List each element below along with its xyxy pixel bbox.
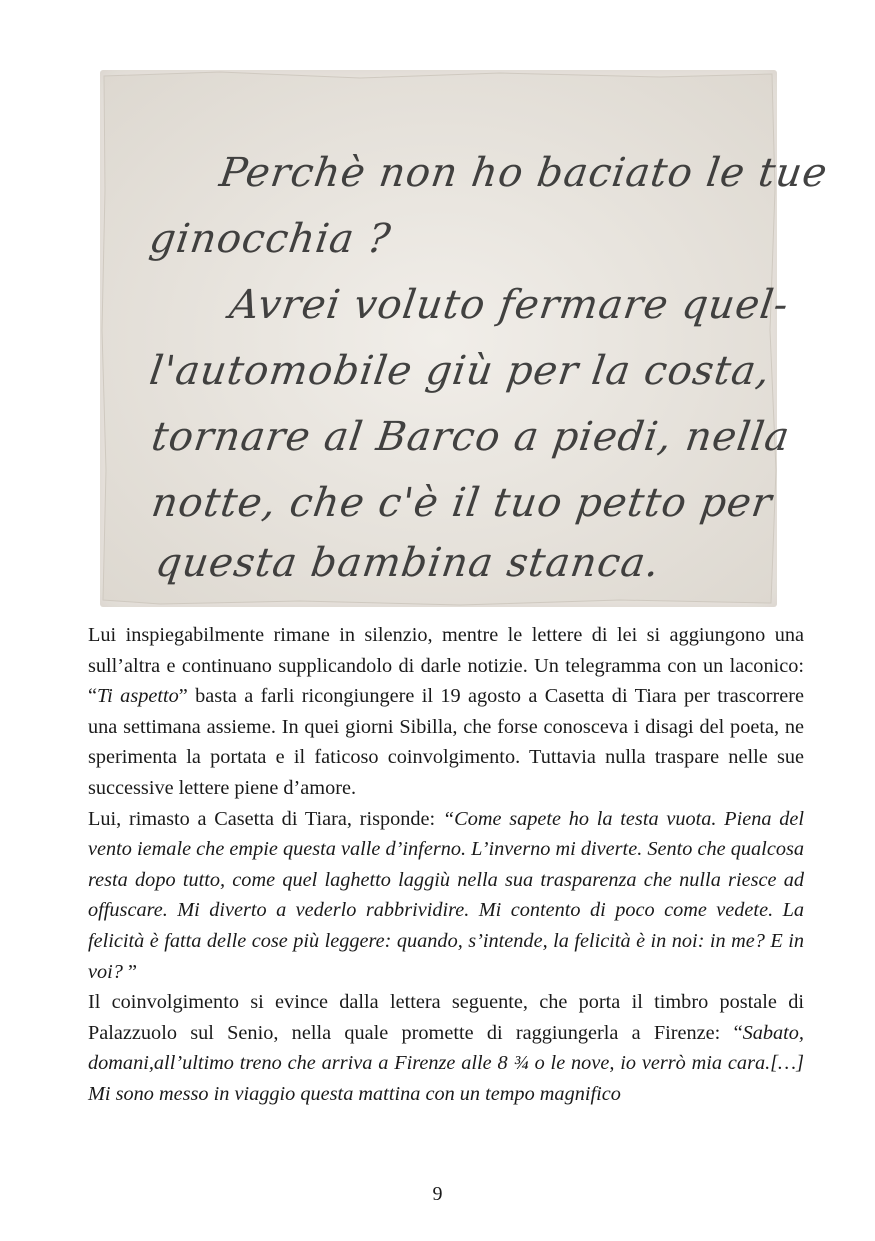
handwritten-line: Avrei voluto fermare quel-: [226, 282, 792, 328]
paragraph-text: Lui inspiegabilmente rimane in silenzio, mentre le lettere di lei si aggiungono una sull’altra e continuano supplicandolo di darle notizie. Un telegramma con un laconico: “: [88, 624, 804, 708]
handwritten-line: notte, che c'è il tuo petto per: [148, 480, 776, 526]
handwritten-line: Perchè non ho baciato le tue: [216, 150, 831, 196]
handwritten-line: l'automobile giù per la costa,: [146, 348, 774, 394]
quote-text: Ti aspetto: [97, 685, 179, 708]
quote-text: Sabato, domani,all’ultimo treno che arriva a Firenze alle 8 ¾ o le nove, io verrò mia cara.[…] Mi sono messo in viaggio questa mattina con un tempo magnifico: [88, 1021, 804, 1105]
page-number: 9: [432, 1183, 443, 1205]
handwritten-letter-image: [100, 70, 831, 607]
paragraph: [88, 987, 804, 1109]
quote-text: “Come sapete ho la testa vuota. Piena del vento iemale che empie questa valle d’inferno. L’inverno mi diverte. Sento che qualcosa resta dopo tutto, come quel laghetto laggiù nella sua trasparenza che nulla riesce ad offuscare. Mi diverto a vederlo rabbrividire. Mi contento di poco come vedete. La felicità è fatta delle cose più leggere: quando, s’intende, la felicità è in noi: in me? E in voi?: [88, 807, 804, 983]
handwritten-line: tornare al Barco a piedi, nella: [148, 414, 793, 460]
handwritten-line: ginocchia ?: [146, 216, 394, 262]
paragraph-text: ” basta a farli ricongiungere il 19 agosto a Casetta di Tiara per trascorrere una settimana assieme. In quei giorni Sibilla, che forse conosceva i disagi del poeta, ne sperimenta la portata e il faticoso coinvolgimento. Tuttavia nulla traspare nelle sue successive lettere piene d’amore.: [88, 685, 804, 799]
handwritten-line: questa bambina stanca.: [152, 540, 663, 586]
paragraph: [88, 620, 804, 804]
paragraph-text: ”: [122, 960, 137, 983]
paragraph-text: Il coinvolgimento si evince dalla lettera seguente, che porta il timbro postale di Palazzuolo sul Senio, nella quale promette di raggiungerla a Firenze: “: [88, 991, 804, 1044]
paragraph-text: Lui, rimasto a Casetta di Tiara, risponde:: [88, 807, 443, 830]
paragraph: [88, 804, 804, 988]
main-text: [88, 620, 804, 1110]
